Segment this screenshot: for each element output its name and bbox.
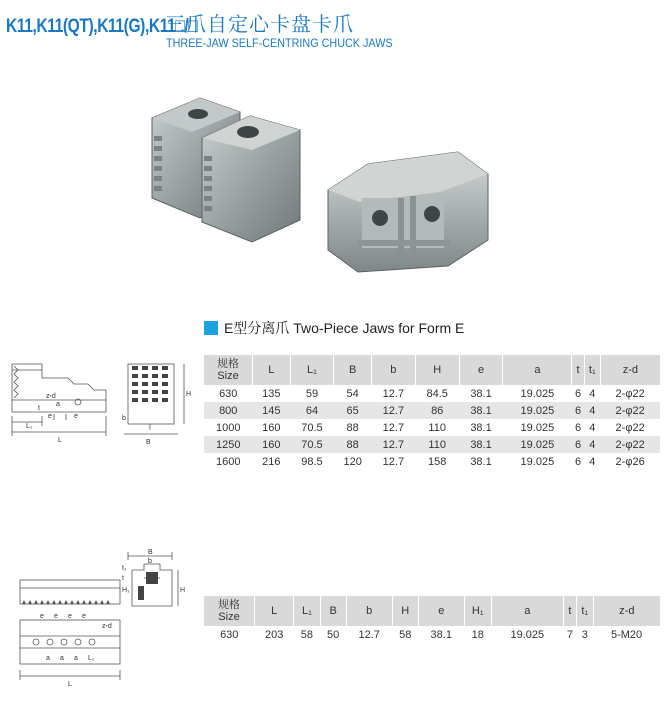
d1-label-e2: e (74, 413, 78, 420)
d4-label-a1: a (46, 655, 50, 662)
table-cell: 2-φ26 (615, 455, 645, 468)
col-L1: L₁ (290, 355, 334, 385)
col-size-cn: 规格 (217, 358, 239, 370)
col-zd: z-d (600, 355, 660, 385)
col-a: a (491, 596, 563, 626)
title-chinese: 三爪自定心卡盘卡爪 (165, 12, 354, 36)
table-cell: 203 (264, 628, 284, 641)
section-heading (204, 318, 464, 338)
table-cell: 4 (589, 421, 596, 434)
col-b: b (346, 596, 392, 626)
table-cell: 4 (589, 455, 596, 468)
col-H1: H₁ (464, 596, 491, 626)
table-row (204, 453, 660, 470)
col-L: L (253, 355, 291, 385)
table-cell: 160 (262, 421, 281, 434)
table-cell: 110 (428, 421, 446, 434)
table-cell: 2-φ22 (615, 421, 645, 434)
col-e: e (459, 355, 503, 385)
table-cell: 38.1 (430, 628, 452, 641)
col-H: H (392, 596, 418, 626)
table-cell: 6 (575, 455, 582, 468)
table-cell: 19.025 (503, 436, 572, 453)
table-row (204, 626, 660, 643)
d4-label-a2: a (60, 655, 64, 662)
table-cell: 70.5 (301, 421, 323, 434)
d1-label-L: L (58, 437, 62, 444)
table-cell: 160 (253, 436, 291, 453)
d3-label-t1: t₁ (122, 565, 127, 572)
table-cell: 7 (566, 628, 573, 641)
d4-label-e3: e (68, 613, 72, 620)
table-cell: 59 (305, 387, 319, 400)
table-cell: 65 (334, 402, 372, 419)
table-cell: 2-φ22 (615, 387, 645, 400)
d4-label-L: L (68, 681, 72, 688)
jaw-section-drawing (120, 548, 190, 612)
table-cell: 88 (334, 436, 372, 453)
table-cell: 12.7 (371, 436, 415, 453)
table-cell: 88 (346, 421, 359, 434)
table-cell: 6 (572, 402, 585, 419)
table-cell: 1250 (204, 436, 253, 453)
d3-label-H: H (180, 587, 186, 594)
d2-label-H: H (186, 391, 192, 398)
table-row (204, 436, 660, 453)
table-cell: 38.1 (459, 402, 503, 419)
table-cell: 2-φ22 (600, 402, 660, 419)
col-t1: t₁ (576, 596, 593, 626)
spec-table-form-e (204, 355, 660, 470)
table-cell: 19.025 (510, 628, 545, 641)
d1-label-t: t (38, 405, 40, 412)
product-photo (140, 90, 500, 280)
d3-label-b: b (148, 558, 152, 565)
d3-label-B: B (148, 549, 153, 556)
table-cell: 12.7 (371, 402, 415, 419)
d2-label-b: b (122, 415, 126, 422)
jaw-plan-drawing (14, 576, 126, 688)
d4-label-e2: e (54, 613, 58, 620)
table-cell: 19.025 (520, 387, 555, 400)
title-english: THREE-JAW SELF-CENTRING CHUCK JAWS (166, 36, 393, 50)
table-cell: 630 (220, 628, 239, 641)
d3-label-t: t (122, 575, 124, 582)
col-size (204, 596, 255, 626)
col-B: B (320, 596, 346, 626)
jaw-end-drawing (120, 358, 196, 456)
col-e: e (418, 596, 464, 626)
d1-label-zd: z-d (46, 393, 56, 400)
d4-label-L1: L₁ (88, 655, 95, 662)
table-cell: 216 (262, 455, 281, 468)
table-row (204, 402, 660, 419)
table-cell: 86 (415, 402, 459, 419)
table-cell: 12.7 (358, 628, 380, 641)
d1-label-L1: L₁ (26, 423, 33, 430)
table-cell: 110 (415, 436, 459, 453)
table-cell: 3 (581, 628, 588, 641)
table-cell: 12.7 (382, 421, 405, 434)
table-cell: 4 (589, 387, 596, 400)
table-cell: 38.1 (470, 387, 492, 400)
d2-label-B: B (146, 439, 151, 446)
table-cell: 19.025 (520, 455, 555, 468)
col-size (204, 355, 253, 385)
table-header-row (204, 596, 660, 626)
col-size-cn: 规格 (218, 599, 240, 611)
table-cell: 1600 (216, 455, 241, 468)
table-cell: 145 (253, 402, 291, 419)
d1-label-e1: e (48, 413, 52, 420)
d3-label-H1: H₁ (122, 587, 130, 594)
table-cell: 18 (471, 628, 484, 641)
table-cell: 12.7 (382, 455, 405, 468)
table-cell: 120 (343, 455, 362, 468)
d4-label-e1: e (40, 613, 44, 620)
table-cell: 2-φ22 (600, 436, 660, 453)
table-cell: 58 (399, 628, 412, 641)
col-zd: z-d (593, 596, 660, 626)
table-cell: 38.1 (470, 421, 492, 434)
table-cell: 70.5 (290, 436, 334, 453)
table-cell: 50 (327, 628, 340, 641)
table-cell: 4 (584, 402, 600, 419)
table-cell: 19.025 (520, 421, 555, 434)
col-t: t (572, 355, 585, 385)
table-cell: 1000 (216, 421, 241, 434)
d4-label-a3: a (74, 655, 78, 662)
table-cell: 6 (575, 387, 582, 400)
table-cell: 5-M20 (610, 628, 643, 641)
col-B: B (334, 355, 372, 385)
col-t1: t₁ (584, 355, 600, 385)
table-cell: 58 (300, 628, 314, 641)
col-a: a (503, 355, 572, 385)
jaw-middle (202, 116, 300, 242)
table-header-row (204, 355, 660, 385)
jaw-side-drawing (8, 356, 120, 462)
section-marker (204, 321, 218, 335)
col-b: b (371, 355, 415, 385)
table-cell: 64 (290, 402, 334, 419)
table-cell: 4 (584, 436, 600, 453)
d4-label-e4: e (82, 613, 86, 620)
col-L1: L₁ (294, 596, 320, 626)
d4-label-zd: z-d (102, 623, 112, 630)
table-cell: 12.7 (382, 387, 405, 400)
table-cell: 135 (262, 387, 281, 400)
table-cell: 54 (346, 387, 359, 400)
d1-label-a: a (56, 401, 60, 408)
table-cell: 38.1 (470, 455, 492, 468)
section-label: E型分离爪 Two-Piece Jaws for Form E (224, 320, 465, 336)
catalog-code: K11,K11(QT),K11(G),K11□/□ (6, 16, 198, 37)
table-cell: 630 (219, 387, 238, 400)
col-L: L (255, 596, 294, 626)
col-t: t (563, 596, 576, 626)
col-size-en: Size (218, 611, 240, 623)
table-row (204, 385, 660, 402)
table-cell: 98.5 (301, 455, 323, 468)
table-cell: 38.1 (459, 436, 503, 453)
jaw-right (328, 152, 488, 272)
table-cell: 6 (572, 436, 585, 453)
spec-table-single-piece (204, 596, 660, 643)
table-cell: 158 (428, 455, 447, 468)
table-cell: 84.5 (426, 387, 448, 400)
table-cell: 6 (575, 421, 582, 434)
table-cell: 19.025 (503, 402, 572, 419)
table-cell: 800 (204, 402, 253, 419)
table-row (204, 419, 660, 436)
col-size-en: Size (217, 370, 239, 382)
col-H: H (415, 355, 459, 385)
